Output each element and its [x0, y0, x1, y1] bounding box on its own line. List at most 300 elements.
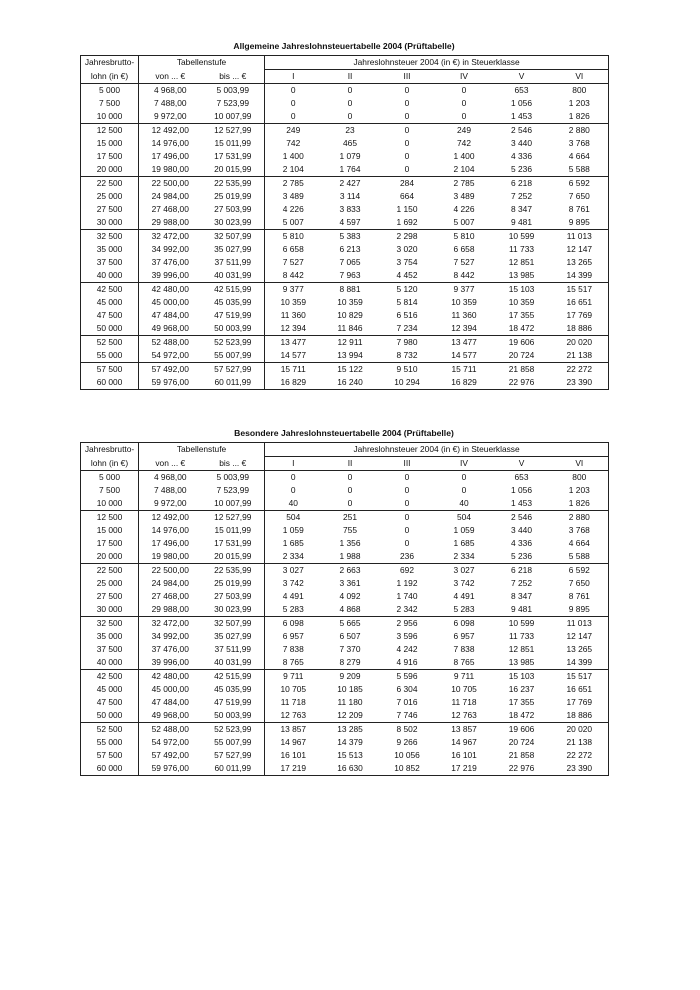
table-cell: 3 440 — [511, 525, 532, 535]
table-cell: 236 — [379, 550, 436, 564]
table-cell: 755 — [343, 525, 357, 535]
table-cell: 3 754 — [396, 257, 418, 267]
table-cell: 3 768 — [568, 525, 590, 535]
table-cell: 7 527 — [282, 257, 304, 267]
table-cell: 45 000 — [81, 296, 139, 309]
table-cell: 1 192 — [396, 578, 418, 588]
table-cell: 10 000 — [81, 110, 139, 124]
table-cell: 10 705 — [280, 684, 307, 694]
table-cell: 18 472 — [493, 709, 551, 723]
table-cell: 40 000 — [81, 269, 139, 283]
table-cell: 0 — [404, 472, 410, 482]
table-cell: 11 013 — [566, 618, 592, 628]
table-cell: 11 360 — [280, 310, 306, 320]
table-cell: 6 592 — [568, 565, 590, 575]
table-cell: 4 452 — [379, 269, 436, 283]
table-cell: 7 650 — [568, 191, 590, 201]
table-cell: 42 500 — [81, 283, 139, 297]
table-cell: 20 020 — [566, 724, 593, 734]
table-cell: 8 761 — [568, 591, 590, 601]
table-cell: 14 967 — [280, 737, 307, 747]
header-class-6: VI — [551, 70, 609, 84]
table-cell: 21 138 — [551, 349, 609, 363]
table-cell: 27 468,00 — [151, 204, 189, 214]
table-cell: 47 484,00 — [151, 697, 189, 707]
table-cell: 25 019,99 — [202, 190, 265, 203]
table-cell: 22 500,00 — [151, 565, 189, 575]
table-cell: 16 651 — [566, 297, 593, 307]
table-cell: 17 500 — [81, 150, 139, 163]
table-cell: 40 — [436, 497, 493, 511]
table-row — [81, 376, 609, 390]
table-cell: 14 399 — [551, 269, 609, 283]
table-cell: 1 453 — [493, 110, 551, 124]
table-cell: 1 079 — [339, 151, 361, 161]
table-cell: 16 651 — [566, 684, 593, 694]
table-cell: 4 092 — [339, 591, 361, 601]
table-cell: 5 007 — [436, 216, 493, 230]
table-cell: 12 500 — [81, 511, 139, 525]
table-row — [81, 363, 609, 377]
table-cell: 55 007,99 — [202, 736, 265, 749]
table-cell: 22 535,99 — [202, 177, 265, 191]
table-cell: 6 658 — [453, 244, 475, 254]
table-cell: 12 851 — [508, 257, 535, 267]
table-cell: 1 059 — [453, 525, 475, 535]
table-cell: 2 104 — [436, 163, 493, 177]
table-cell: 17 496,00 — [151, 151, 189, 161]
table-cell: 12 500 — [81, 124, 139, 138]
table-row — [81, 296, 609, 309]
table-cell: 42 515,99 — [202, 283, 265, 297]
table-cell: 15 517 — [566, 284, 593, 294]
header-von: von ... € — [139, 457, 202, 471]
table-cell: 15 711 — [280, 364, 306, 374]
table-row — [81, 97, 609, 110]
table-cell: 39 996,00 — [139, 656, 202, 670]
table-cell: 30 023,99 — [202, 216, 265, 230]
table-cell: 32 472,00 — [151, 618, 189, 628]
table-cell: 3 768 — [568, 138, 590, 148]
table-cell: 49 968,00 — [139, 322, 202, 336]
table-cell: 60 011,99 — [202, 376, 265, 390]
table-cell: 1 988 — [322, 550, 379, 564]
table-cell: 16 829 — [265, 376, 322, 390]
table-cell: 12 527,99 — [202, 124, 265, 138]
table-cell: 9 481 — [493, 216, 551, 230]
table-cell: 10 705 — [451, 684, 477, 694]
table-cell: 11 360 — [451, 310, 477, 320]
table-cell: 1 685 — [453, 538, 475, 548]
table-cell: 55 000 — [81, 349, 139, 363]
table-cell: 504 — [457, 512, 471, 522]
table-cell: 22 272 — [566, 750, 593, 760]
table-row — [81, 322, 609, 336]
header-row-2 — [81, 70, 609, 84]
table-cell: 10 000 — [81, 497, 139, 511]
table-cell: 5 810 — [282, 231, 304, 241]
table-cell: 4 491 — [453, 591, 475, 601]
table-cell: 25 019,99 — [202, 577, 265, 590]
table-cell: 5 283 — [265, 603, 322, 617]
table-cell: 13 265 — [566, 257, 593, 267]
table-cell: 800 — [572, 472, 587, 482]
table-cell: 5 588 — [551, 550, 609, 564]
table-cell: 11 013 — [566, 231, 592, 241]
table-cell: 0 — [347, 485, 353, 495]
table-cell: 4 916 — [379, 656, 436, 670]
table-cell: 5 003,99 — [202, 471, 265, 485]
table-cell: 6 098 — [282, 618, 304, 628]
table-cell: 2 546 — [511, 512, 532, 522]
table-cell: 18 886 — [551, 709, 609, 723]
table-cell: 17 219 — [265, 762, 322, 776]
table-cell: 22 272 — [566, 364, 593, 374]
table-cell: 8 442 — [265, 269, 322, 283]
table-cell: 13 857 — [451, 724, 477, 734]
table-cell: 7 500 — [81, 97, 139, 110]
table-cell: 17 769 — [566, 310, 593, 320]
table-cell: 0 — [404, 138, 410, 148]
table-cell: 4 242 — [396, 644, 418, 654]
table-cell: 7 252 — [511, 191, 532, 201]
table-cell: 37 511,99 — [202, 643, 265, 656]
table-cell: 47 519,99 — [202, 309, 265, 322]
table-cell: 1 056 — [511, 485, 532, 495]
header-lohn-line2: lohn (in €) — [81, 457, 139, 471]
table-cell: 8 279 — [322, 656, 379, 670]
table-cell: 21 858 — [508, 364, 535, 374]
table-row — [81, 269, 609, 283]
header-lohn-line2: lohn (in €) — [81, 70, 139, 84]
table-cell: 12 763 — [265, 709, 322, 723]
table-row — [81, 309, 609, 322]
table-cell: 3 027 — [282, 565, 304, 575]
table-cell: 0 — [461, 85, 467, 95]
table-cell: 13 477 — [280, 337, 307, 347]
table-cell: 37 476,00 — [151, 257, 189, 267]
table-cell: 22 535,99 — [202, 564, 265, 578]
table-cell: 14 976,00 — [151, 138, 189, 148]
table-cell: 251 — [343, 512, 357, 522]
table-cell: 7 527 — [453, 257, 475, 267]
table-cell: 16 630 — [322, 762, 379, 776]
table-cell: 10 852 — [379, 762, 436, 776]
table-cell: 11 718 — [451, 697, 477, 707]
table-cell: 653 — [514, 85, 529, 95]
table-cell: 3 114 — [339, 191, 361, 201]
table-cell: 14 976,00 — [151, 525, 189, 535]
table-cell: 4 226 — [453, 204, 475, 214]
table-cell: 10 599 — [508, 618, 535, 628]
table-cell: 27 500 — [81, 590, 139, 603]
table-cell: 0 — [404, 125, 410, 135]
table-cell: 1 203 — [568, 485, 590, 495]
table-cell: 5 003,99 — [202, 84, 265, 98]
table-cell: 13 985 — [493, 269, 551, 283]
table-cell: 4 664 — [568, 151, 590, 161]
table-cell: 19 606 — [508, 337, 535, 347]
header-steuer: Jahreslohnsteuer 2004 (in €) in Steuerklasse — [265, 56, 609, 70]
table-cell: 7 746 — [379, 709, 436, 723]
table-cell: 57 500 — [81, 749, 139, 762]
table-cell: 23 390 — [551, 376, 609, 390]
table-cell: 17 531,99 — [202, 537, 265, 550]
table-cell: 249 — [286, 125, 301, 135]
allgemeine-table-section — [80, 40, 608, 390]
table-cell: 664 — [400, 191, 414, 201]
table-cell: 8 881 — [339, 284, 361, 294]
table-cell: 22 500 — [81, 177, 139, 191]
table-row — [81, 656, 609, 670]
table-cell: 29 988,00 — [139, 216, 202, 230]
table-cell: 6 507 — [339, 631, 361, 641]
table-cell: 14 577 — [436, 349, 493, 363]
table-cell: 59 976,00 — [139, 762, 202, 776]
table-row — [81, 736, 609, 749]
table-cell: 37 500 — [81, 256, 139, 269]
table-cell: 2 785 — [282, 178, 304, 188]
table-row — [81, 550, 609, 564]
table-cell: 4 868 — [322, 603, 379, 617]
table-row — [81, 84, 609, 98]
table-cell: 7 838 — [453, 644, 475, 654]
table-cell: 7 488,00 — [153, 98, 187, 108]
table-cell: 9 481 — [493, 603, 551, 617]
table-cell: 23 — [345, 125, 355, 135]
table-row — [81, 749, 609, 762]
table-cell: 17 355 — [508, 697, 535, 707]
table-cell: 15 103 — [508, 284, 535, 294]
table-cell: 12 851 — [508, 644, 535, 654]
table-row — [81, 603, 609, 617]
table-cell: 10 007,99 — [202, 497, 265, 511]
table-cell: 465 — [343, 138, 357, 148]
table-cell: 5 000 — [81, 84, 139, 98]
table-row — [81, 723, 609, 737]
table-cell: 0 — [461, 485, 467, 495]
table-cell: 0 — [290, 85, 296, 95]
table-row — [81, 683, 609, 696]
table-cell: 11 733 — [509, 631, 535, 641]
table-cell: 20 000 — [81, 163, 139, 177]
table-cell: 22 976 — [493, 762, 551, 776]
table-cell: 0 — [404, 85, 410, 95]
table-cell: 12 147 — [566, 244, 593, 254]
table-cell: 52 500 — [81, 723, 139, 737]
table-cell: 15 122 — [337, 364, 363, 374]
table-cell: 6 218 — [511, 565, 532, 575]
table-cell: 17 500 — [81, 537, 139, 550]
table-cell: 800 — [572, 85, 587, 95]
table-cell: 10 056 — [394, 750, 420, 760]
table-cell: 16 829 — [436, 376, 493, 390]
table-cell: 20 724 — [493, 349, 551, 363]
table-row — [81, 150, 609, 163]
table-cell: 9 972,00 — [139, 497, 202, 511]
table-cell: 8 732 — [379, 349, 436, 363]
table-row — [81, 216, 609, 230]
table-cell: 4 336 — [511, 151, 532, 161]
table-cell: 17 769 — [566, 697, 593, 707]
besondere-table-section — [80, 427, 608, 776]
table-cell: 40 — [265, 497, 322, 511]
table-cell: 0 — [290, 485, 296, 495]
table-cell: 52 488,00 — [151, 724, 189, 734]
table-cell: 3 489 — [453, 191, 475, 201]
table-cell: 7 065 — [339, 257, 361, 267]
table-cell: 22 976 — [493, 376, 551, 390]
table-row — [81, 630, 609, 643]
table-cell: 7 234 — [379, 322, 436, 336]
table-cell: 1 400 — [282, 151, 304, 161]
table-cell: 5 283 — [436, 603, 493, 617]
table-row — [81, 163, 609, 177]
table-cell: 21 858 — [508, 750, 535, 760]
table-cell: 7 523,99 — [202, 484, 265, 497]
table-cell: 54 972,00 — [151, 737, 189, 747]
table-cell: 7 980 — [396, 337, 418, 347]
table-cell: 25 000 — [81, 577, 139, 590]
table-cell: 5 596 — [396, 671, 418, 681]
table-cell: 14 577 — [265, 349, 322, 363]
header-bis: bis ... € — [202, 70, 265, 84]
table-cell: 0 — [404, 512, 410, 522]
table-cell: 12 147 — [566, 631, 593, 641]
table-cell: 692 — [400, 565, 414, 575]
table-cell: 1 453 — [493, 497, 551, 511]
table-cell: 11 180 — [337, 697, 363, 707]
table-cell: 4 226 — [282, 204, 304, 214]
table-cell: 7 963 — [322, 269, 379, 283]
table-cell: 32 507,99 — [202, 617, 265, 631]
table-cell: 35 000 — [81, 243, 139, 256]
table-cell: 0 — [290, 472, 296, 482]
table-row — [81, 124, 609, 138]
header-bis: bis ... € — [202, 457, 265, 471]
table-cell: 23 390 — [551, 762, 609, 776]
table-cell: 27 503,99 — [202, 590, 265, 603]
table-cell: 9 266 — [396, 737, 418, 747]
table-cell: 0 — [265, 110, 322, 124]
table-cell: 18 886 — [551, 322, 609, 336]
table-cell: 19 980,00 — [139, 550, 202, 564]
table-cell: 504 — [286, 512, 301, 522]
table-cell: 6 098 — [453, 618, 475, 628]
table-cell: 52 523,99 — [202, 336, 265, 350]
table-cell: 15 513 — [337, 750, 363, 760]
table-cell: 24 984,00 — [151, 191, 189, 201]
table-cell: 16 237 — [508, 684, 535, 694]
table-cell: 55 007,99 — [202, 349, 265, 363]
table-row — [81, 110, 609, 124]
table-cell: 9 711 — [453, 671, 475, 681]
table-cell: 42 480,00 — [151, 284, 189, 294]
table-cell: 20 015,99 — [202, 163, 265, 177]
table-cell: 15 103 — [508, 671, 535, 681]
table-cell: 2 785 — [453, 178, 475, 188]
table-cell: 3 020 — [396, 244, 418, 254]
header-tabellenstufe: Tabellenstufe — [139, 56, 265, 70]
table-cell: 16 101 — [280, 750, 307, 760]
table-cell: 1 764 — [322, 163, 379, 177]
table-cell: 13 477 — [451, 337, 477, 347]
table-cell: 42 480,00 — [151, 671, 189, 681]
table-cell: 9 972,00 — [139, 110, 202, 124]
table-cell: 1 740 — [396, 591, 418, 601]
table-cell: 2 880 — [568, 512, 590, 522]
table-cell: 12 394 — [436, 322, 493, 336]
table-cell: 0 — [379, 110, 436, 124]
table-row — [81, 577, 609, 590]
table-cell: 7 523,99 — [202, 97, 265, 110]
table-cell: 7 016 — [396, 697, 418, 707]
table-cell: 16 101 — [451, 750, 477, 760]
table-cell: 0 — [290, 98, 296, 108]
table-cell: 34 992,00 — [151, 631, 189, 641]
table-row — [81, 484, 609, 497]
table-cell: 7 500 — [81, 484, 139, 497]
table-cell: 19 606 — [508, 724, 535, 734]
table-cell: 12 911 — [337, 337, 363, 347]
table-row — [81, 349, 609, 363]
table-row — [81, 190, 609, 203]
table-cell: 13 985 — [493, 656, 551, 670]
table-cell: 14 967 — [451, 737, 477, 747]
table-cell: 17 531,99 — [202, 150, 265, 163]
table-cell: 6 658 — [282, 244, 304, 254]
table-cell: 22 500 — [81, 564, 139, 578]
table-cell: 4 491 — [282, 591, 304, 601]
header-class-4: IV — [436, 457, 493, 471]
header-class-1: I — [265, 457, 322, 471]
table-cell: 653 — [514, 472, 529, 482]
table-cell: 6 218 — [511, 178, 532, 188]
table-row — [81, 511, 609, 525]
table-cell: 45 035,99 — [202, 683, 265, 696]
table-cell: 3 440 — [511, 138, 532, 148]
table-cell: 9 510 — [396, 364, 418, 374]
table-cell: 12 492,00 — [151, 125, 189, 135]
table-cell: 5 236 — [493, 550, 551, 564]
table-cell: 0 — [461, 98, 467, 108]
table-row — [81, 256, 609, 269]
table-cell: 30 023,99 — [202, 603, 265, 617]
table-cell: 12 763 — [436, 709, 493, 723]
table-cell: 6 516 — [396, 310, 418, 320]
table-cell: 8 502 — [396, 724, 418, 734]
table-cell: 40 031,99 — [202, 269, 265, 283]
table-cell: 2 427 — [339, 178, 361, 188]
table-title: Besondere Jahreslohnsteuertabelle 2004 (Prüftabelle) — [234, 428, 454, 438]
table-cell: 0 — [347, 98, 353, 108]
table-cell: 2 104 — [265, 163, 322, 177]
table-cell: 8 765 — [436, 656, 493, 670]
table-cell: 60 000 — [81, 762, 139, 776]
table-cell: 21 138 — [566, 737, 593, 747]
table-cell: 11 733 — [509, 244, 535, 254]
table-cell: 60 011,99 — [202, 762, 265, 776]
table-cell: 60 000 — [81, 376, 139, 390]
table-row — [81, 243, 609, 256]
table-cell: 15 000 — [81, 137, 139, 150]
table-cell: 7 650 — [568, 578, 590, 588]
table-cell: 7 838 — [282, 644, 304, 654]
header-class-3: III — [379, 70, 436, 84]
table-row — [81, 177, 609, 191]
table-cell: 54 972,00 — [139, 349, 202, 363]
table-cell: 14 399 — [551, 656, 609, 670]
